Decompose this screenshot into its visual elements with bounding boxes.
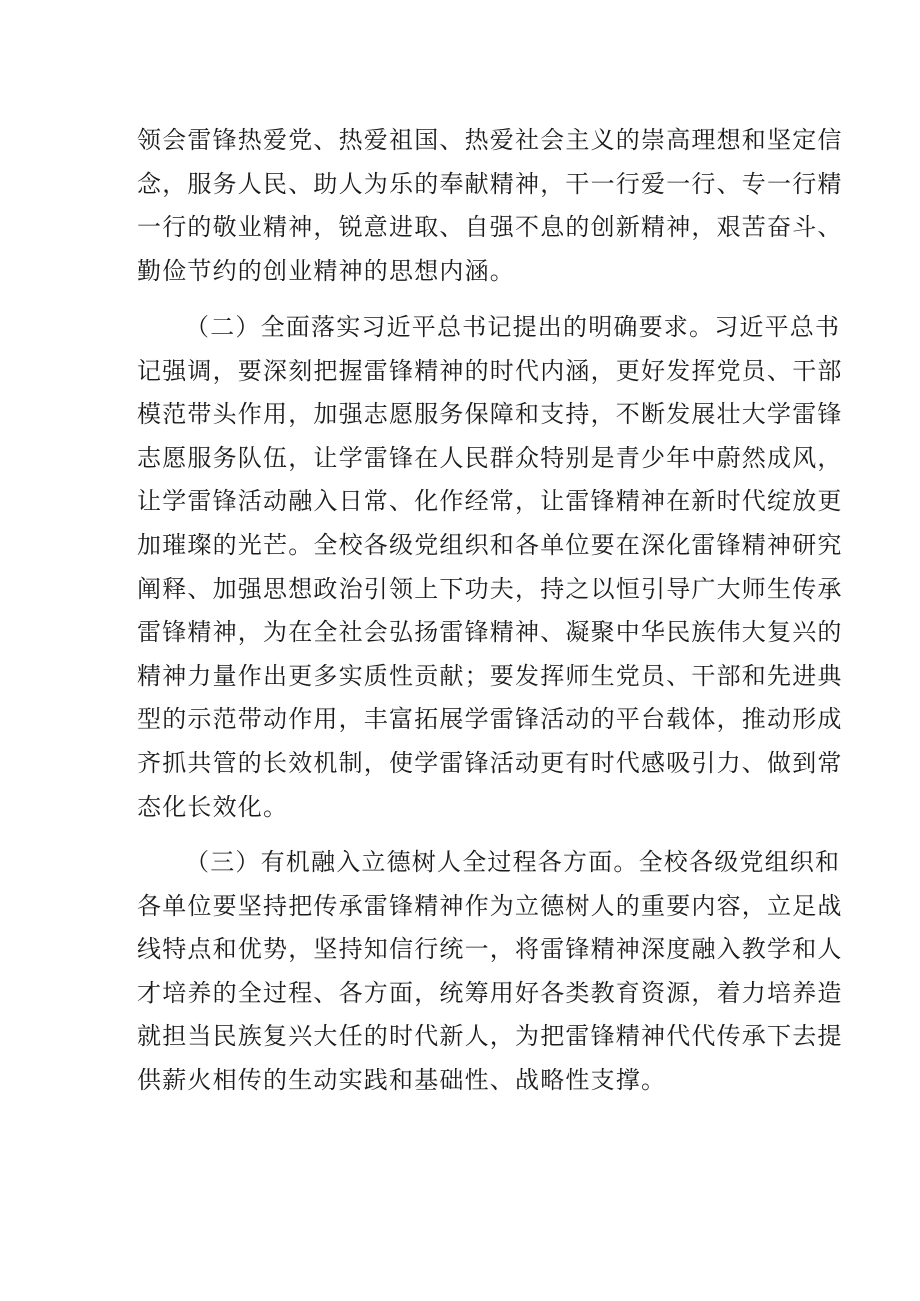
paragraph-line: 齐抓共管的长效机制，使学雷锋活动更有时代感吸引力、做到常 bbox=[137, 749, 843, 777]
paragraph-line: 念，服务人民、助人为乐的奉献精神，干一行爱一行、专一行精 bbox=[137, 170, 843, 198]
paragraph-line: 模范带头作用，加强志愿服务保障和支持，不断发展壮大学雷锋 bbox=[137, 400, 843, 428]
paragraph-line: 才培养的全过程、各方面，统筹用好各类教育资源，着力培养造 bbox=[137, 979, 843, 1007]
paragraph-line: 就担当民族复兴大任的时代新人，为把雷锋精神代代传承下去提 bbox=[137, 1022, 843, 1050]
paragraph-line: 雷锋精神，为在全社会弘扬雷锋精神、凝聚中华民族伟大复兴的 bbox=[137, 618, 843, 646]
paragraph-line: 加璀璨的光芒。全校各级党组织和各单位要在深化雷锋精神研究 bbox=[137, 531, 843, 559]
paragraph-line: 各单位要坚持把传承雷锋精神作为立德树人的重要内容，立足战 bbox=[137, 892, 843, 920]
paragraph-line: 让学雷锋活动融入日常、化作经常，让雷锋精神在新时代绽放更 bbox=[137, 487, 843, 515]
paragraph-line: （三）有机融入立德树人全过程各方面。全校各级党组织和 bbox=[185, 848, 841, 876]
paragraph-line: 型的示范带动作用，丰富拓展学雷锋活动的平台载体，推动形成 bbox=[137, 705, 843, 733]
paragraph-line: （二）全面落实习近平总书记提出的明确要求。习近平总书 bbox=[185, 313, 841, 341]
paragraph-line: 志愿服务队伍，让学雷锋在人民群众特别是青少年中蔚然成风， bbox=[137, 444, 843, 472]
paragraph-line: 勤俭节约的创业精神的思想内涵。 bbox=[137, 257, 515, 285]
paragraph-line: 供薪火相传的生动实践和基础性、战略性支撑。 bbox=[137, 1066, 667, 1094]
paragraph-line: 阐释、加强思想政治引领上下功夫，持之以恒引导广大师生传承 bbox=[137, 575, 843, 603]
paragraph-line: 线特点和优势，坚持知信行统一，将雷锋精神深度融入教学和人 bbox=[137, 935, 843, 963]
paragraph-line: 一行的敬业精神，锐意进取、自强不息的创新精神，艰苦奋斗、 bbox=[137, 213, 843, 241]
paragraph-line: 精神力量作出更多实质性贡献；要发挥师生党员、干部和先进典 bbox=[137, 662, 843, 690]
paragraph-line: 记强调，要深刻把握雷锋精神的时代内涵，更好发挥党员、干部 bbox=[137, 357, 843, 385]
paragraph-line: 态化长效化。 bbox=[137, 793, 289, 821]
paragraph-line: 领会雷锋热爱党、热爱祖国、热爱社会主义的崇高理想和坚定信 bbox=[137, 126, 843, 154]
